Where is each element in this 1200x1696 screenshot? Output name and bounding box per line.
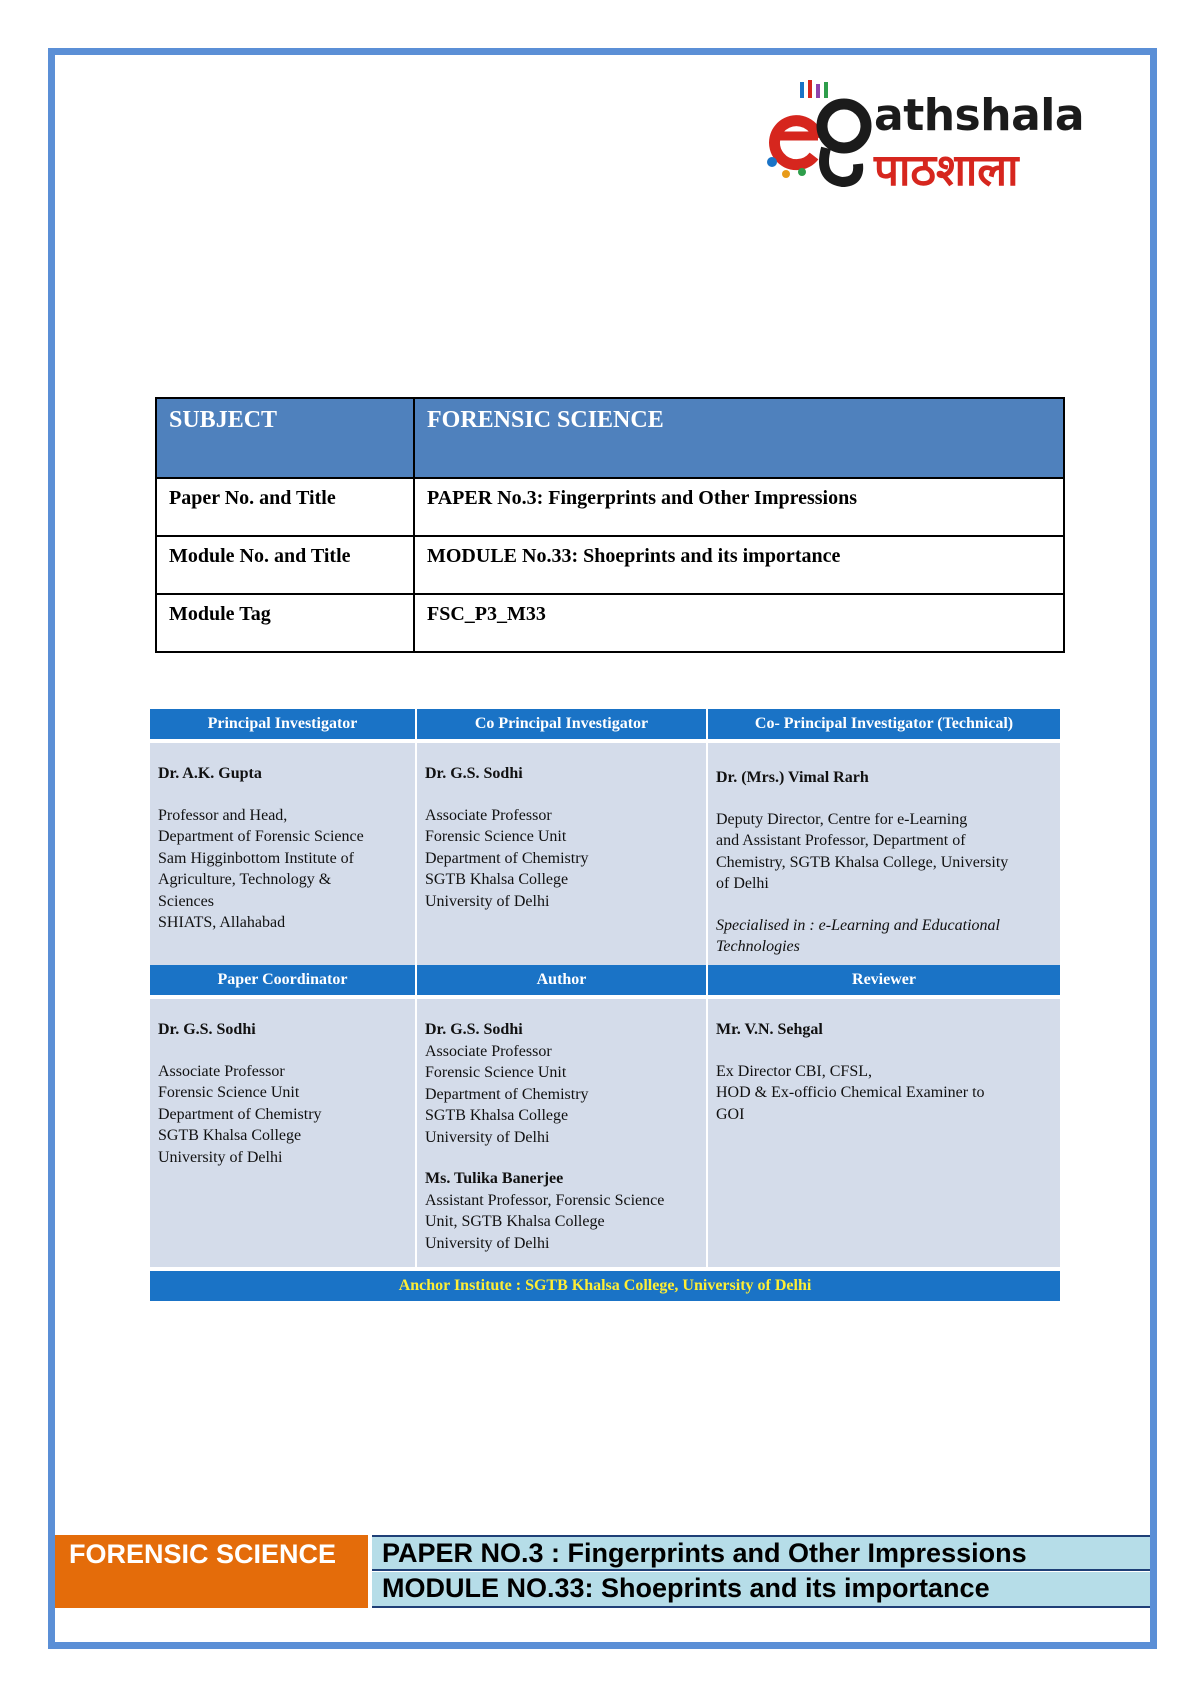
person-name: Dr. A.K. Gupta [158, 765, 262, 782]
header-co-principal-investigator-technical: Co- Principal Investigator (Technical) [708, 709, 1060, 739]
team-header-row-2 [150, 965, 1060, 995]
e-pathshala-logo-icon [756, 78, 876, 198]
paper-value: PAPER No.3: Fingerprints and Other Impressions [414, 478, 1064, 536]
subject-value: FORENSIC SCIENCE [414, 398, 1064, 478]
subject-label: SUBJECT [156, 398, 414, 478]
team-body-row-1 [150, 743, 1060, 965]
header-author: Author [417, 965, 708, 995]
module-value: MODULE No.33: Shoeprints and its importance [414, 536, 1064, 594]
person-details: Deputy Director, Centre for e-Learning and Assistant Professor, Department of Chemistry, SGTB Khalsa College, University of Delhi [716, 810, 1009, 892]
table-row [156, 536, 1064, 594]
table-row [156, 594, 1064, 652]
person-name: Dr. G.S. Sodhi [425, 765, 523, 782]
header-co-principal-investigator: Co Principal Investigator [417, 709, 708, 739]
logo-text-hindi: पाठशाला [874, 145, 1019, 196]
co-principal-investigator-cell [417, 743, 708, 965]
person-details: Ex Director CBI, CFSL, HOD & Ex-officio Chemical Examiner to GOI [716, 1062, 985, 1123]
footer-module: MODULE NO.33: Shoeprints and its importance [372, 1572, 1150, 1608]
person-details: Associate Professor Forensic Science Unit Department of Chemistry SGTB Khalsa College University of Delhi [425, 1042, 589, 1146]
header-principal-investigator: Principal Investigator [150, 709, 417, 739]
person-name: Dr. (Mrs.) Vimal Rarh [716, 769, 869, 786]
person-details: Assistant Professor, Forensic Science Unit, SGTB Khalsa College University of Delhi [425, 1191, 665, 1252]
person-name: Dr. G.S. Sodhi [158, 1021, 256, 1038]
specialisation: Specialised in : e-Learning and Educational Technologies [716, 916, 1000, 955]
footer-subject: FORENSIC SCIENCE [55, 1535, 368, 1608]
footer-paper: PAPER NO.3 : Fingerprints and Other Impressions [372, 1535, 1150, 1571]
principal-investigator-cell [150, 743, 417, 965]
subject-table [155, 397, 1065, 653]
person-details: Professor and Head, Department of Forensic Science Sam Higginbottom Institute of Agriculture, Technology & Sciences SHIATS, Allahabad [158, 806, 364, 931]
paper-coordinator-cell [150, 999, 417, 1267]
logo-text-english: athshala [874, 90, 1085, 141]
subject-header-row [156, 398, 1064, 478]
module-tag-label: Module Tag [156, 594, 414, 652]
person-name: Mr. V.N. Sehgal [716, 1021, 823, 1038]
author-cell [417, 999, 708, 1267]
reviewer-cell [708, 999, 1060, 1267]
epathshala-logo [756, 78, 1116, 198]
person-name: Dr. G.S. Sodhi [425, 1021, 523, 1038]
paper-label: Paper No. and Title [156, 478, 414, 536]
anchor-institute-banner: Anchor Institute : SGTB Khalsa College, University of Delhi [150, 1271, 1060, 1301]
header-paper-coordinator: Paper Coordinator [150, 965, 417, 995]
person-name: Ms. Tulika Banerjee [425, 1170, 564, 1187]
team-body-row-2 [150, 999, 1060, 1267]
module-label: Module No. and Title [156, 536, 414, 594]
table-row [156, 478, 1064, 536]
person-details: Associate Professor Forensic Science Unit Department of Chemistry SGTB Khalsa College University of Delhi [425, 806, 589, 910]
team-header-row-1 [150, 709, 1060, 739]
person-details: Associate Professor Forensic Science Unit Department of Chemistry SGTB Khalsa College University of Delhi [158, 1062, 322, 1166]
module-tag-value: FSC_P3_M33 [414, 594, 1064, 652]
footer [55, 1535, 1150, 1610]
co-principal-investigator-technical-cell [708, 743, 1060, 965]
header-reviewer: Reviewer [708, 965, 1060, 995]
team-grid [150, 709, 1060, 1301]
